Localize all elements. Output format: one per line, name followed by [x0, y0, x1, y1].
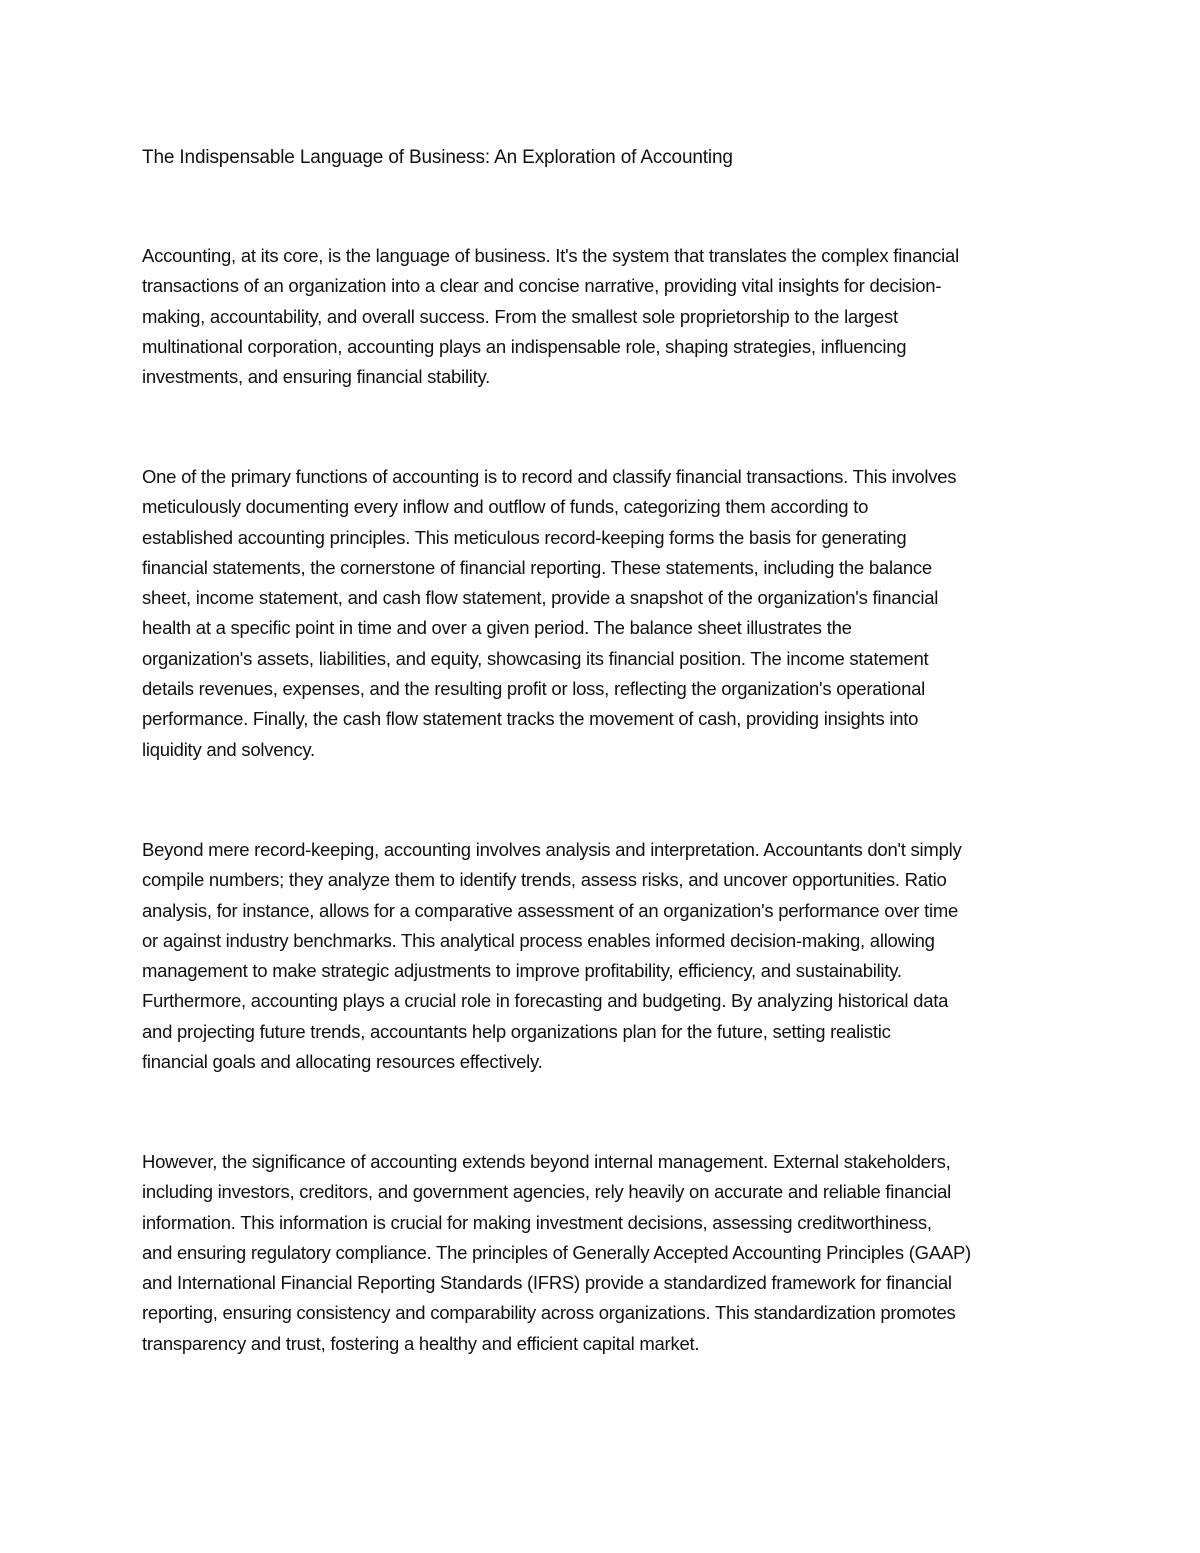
text-line: reporting, ensuring consistency and comparability across organizations. This standardization promotes: [142, 1302, 956, 1324]
text-line: Accounting, at its core, is the language of business. It's the system that translates the complex financial: [142, 245, 959, 266]
text-line: Beyond mere record-keeping, accounting involves analysis and interpretation. Accountants don't simply: [142, 839, 962, 860]
text-line: transactions of an organization into a clear and concise narrative, providing vital insights for decision-: [142, 275, 942, 297]
paragraph-4: [142, 1147, 1062, 1359]
text-line: management to make strategic adjustments to improve profitability, efficiency, and sustainability.: [142, 960, 902, 982]
paragraph-2: [142, 462, 1062, 765]
text-line: information. This information is crucial for making investment decisions, assessing creditworthiness,: [142, 1211, 932, 1233]
text-line: making, accountability, and overall success. From the smallest sole proprietorship to the largest: [142, 305, 898, 327]
document-title: The Indispensable Language of Business: An Exploration of Accounting: [142, 147, 733, 168]
text-line: organization's assets, liabilities, and equity, showcasing its financial position. The income statement: [142, 647, 929, 669]
text-line: However, the significance of accounting extends beyond internal management. External stakeholders,: [142, 1151, 951, 1172]
text-line: and ensuring regulatory compliance. The principles of Generally Accepted Accounting Principles (GAAP): [142, 1241, 971, 1263]
paragraph-3: [142, 835, 1062, 1077]
text-line: and projecting future trends, accountants help organizations plan for the future, setting realistic: [142, 1020, 891, 1042]
text-line: established accounting principles. This meticulous record-keeping forms the basis for generating: [142, 526, 907, 548]
text-line: Furthermore, accounting plays a crucial role in forecasting and budgeting. By analyzing historical data: [142, 990, 949, 1012]
text-line: liquidity and solvency.: [142, 738, 315, 760]
text-line: sheet, income statement, and cash flow statement, provide a snapshot of the organization's financial: [142, 587, 939, 609]
text-line: multinational corporation, accounting plays an indispensable role, shaping strategies, influencing: [142, 335, 907, 357]
text-line: or against industry benchmarks. This analytical process enables informed decision-making, allowing: [142, 929, 935, 951]
text-line: performance. Finally, the cash flow statement tracks the movement of cash, providing insights into: [142, 708, 919, 730]
text-line: analysis, for instance, allows for a comparative assessment of an organization's performance over time: [142, 899, 959, 921]
text-line: investments, and ensuring financial stability.: [142, 366, 491, 388]
text-line: and International Financial Reporting Standards (IFRS) provide a standardized framework for financial: [142, 1272, 952, 1294]
text-line: including investors, creditors, and government agencies, rely heavily on accurate and reliable financial: [142, 1181, 952, 1203]
text-line: financial goals and allocating resources effectively.: [142, 1051, 543, 1073]
text-line: financial statements, the cornerstone of financial reporting. These statements, including the balance: [142, 556, 932, 578]
text-line: health at a specific point in time and over a given period. The balance sheet illustrates the: [142, 617, 852, 639]
text-line: One of the primary functions of accounting is to record and classify financial transactions. This involves: [142, 466, 957, 487]
text-line: meticulously documenting every inflow and outflow of funds, categorizing them according to: [142, 496, 869, 518]
paragraph-1: [142, 241, 1062, 392]
text-line: details revenues, expenses, and the resulting profit or loss, reflecting the organization's operational: [142, 678, 926, 700]
text-line: compile numbers; they analyze them to identify trends, assess risks, and uncover opportunities. Ratio: [142, 869, 947, 891]
text-line: transparency and trust, fostering a healthy and efficient capital market.: [142, 1332, 700, 1354]
